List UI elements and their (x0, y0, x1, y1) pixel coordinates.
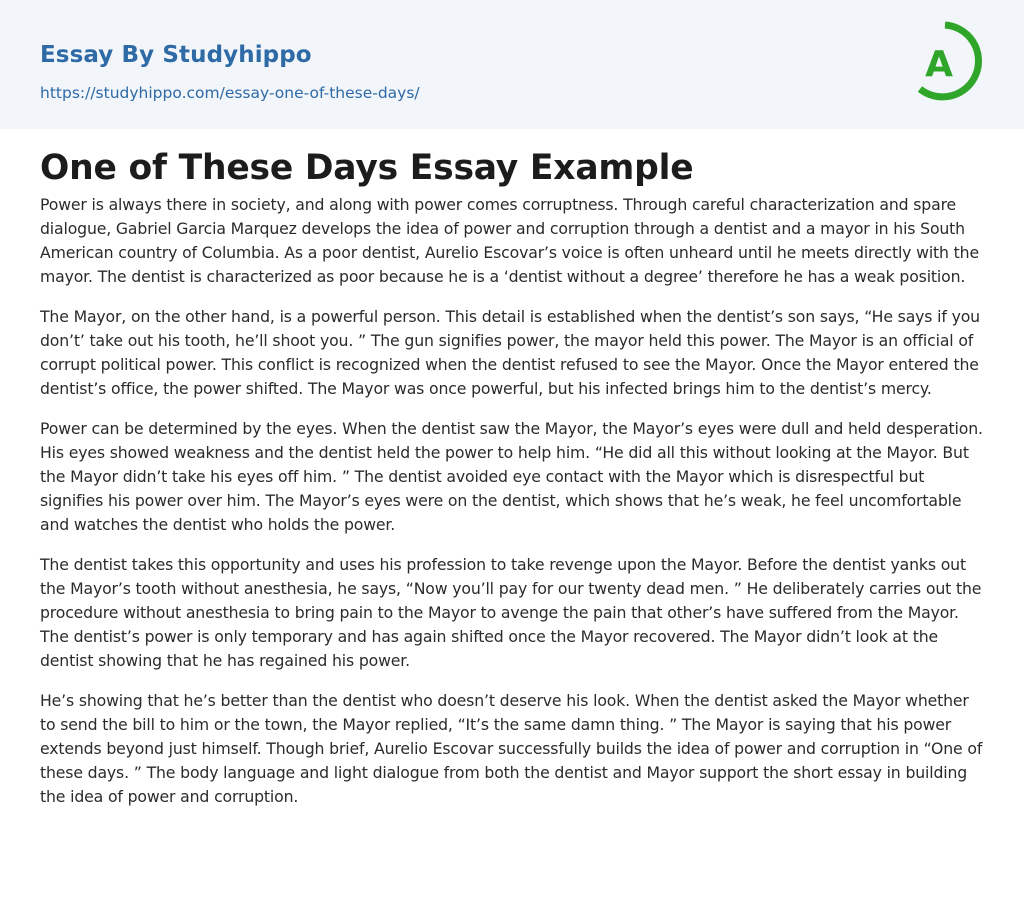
essay-paragraph: The dentist takes this opportunity and uses his profession to take revenge upon the Mayor. Before the dentist yanks out the Mayor’s tooth without anesthesia, he says, “Now you’ll pay for our twenty dead men. ” He deliberately carries out the procedure without anesthesia to bring pain to the Mayor to avenge the pain that other’s have suffered from the Mayor. The dentist’s power is only temporary and has again shifted once the Mayor recovered. The Mayor didn’t look at the dentist showing that he has regained his power. (40, 555, 982, 670)
essay-paragraph: Power can be determined by the eyes. When the dentist saw the Mayor, the Mayor’s eyes were dull and held desperation. His eyes showed weakness and the dentist held the power to help him. “He did all this without looking at the Mayor. But the Mayor didn’t take his eyes off him. ” The dentist avoided eye contact with the Mayor which is disrespectful but signifies his power over him. The Mayor’s eyes were on the dentist, which shows that he’s weak, he feel uncomfortable and watches the dentist who holds the power. (40, 419, 983, 534)
source-url-link[interactable]: https://studyhippo.com/essay-one-of-these-days/ (40, 84, 420, 102)
article-body (0, 129, 1024, 809)
logo-letter: A (925, 44, 953, 85)
page-title: One of These Days Essay Example (40, 148, 694, 188)
studyhippo-logo-icon[interactable] (912, 19, 986, 105)
essay-paragraph: Power is always there in society, and along with power comes corruptness. Through careful characterization and spare dialogue, Gabriel Garcia Marquez develops the idea of power and corruption through a dentist and a mayor in his South American country of Columbia. As a poor dentist, Aurelio Escovar’s voice is often unheard until he meets directly with the mayor. The dentist is characterized as poor because he is a ‘dentist without a degree’ therefore he has a weak position. (40, 195, 979, 286)
essay-paragraph: He’s showing that he’s better than the dentist who doesn’t deserve his look. When the dentist asked the Mayor whether to send the bill to him or the town, the Mayor replied, “It’s the same damn thing. ” The Mayor is saying that his power extends beyond just himself. Though brief, Aurelio Escovar successfully builds the idea of power and corruption in “One of these days. ” The body language and light dialogue from both the dentist and Mayor support the short essay in building the idea of power and corruption. (40, 691, 983, 806)
brand-title: Essay By Studyhippo (40, 42, 312, 68)
essay-paragraph: The Mayor, on the other hand, is a powerful person. This detail is established when the dentist’s son says, “He says if you don’t’ take out his tooth, he’ll shoot you. ” The gun signifies power, the mayor held this power. The Mayor is an official of corrupt political power. This conflict is recognized when the dentist refused to see the Mayor. Once the Mayor entered the dentist’s office, the power shifted. The Mayor was once powerful, but his infected brings him to the dentist’s mercy. (40, 307, 980, 398)
site-header (0, 0, 1024, 129)
